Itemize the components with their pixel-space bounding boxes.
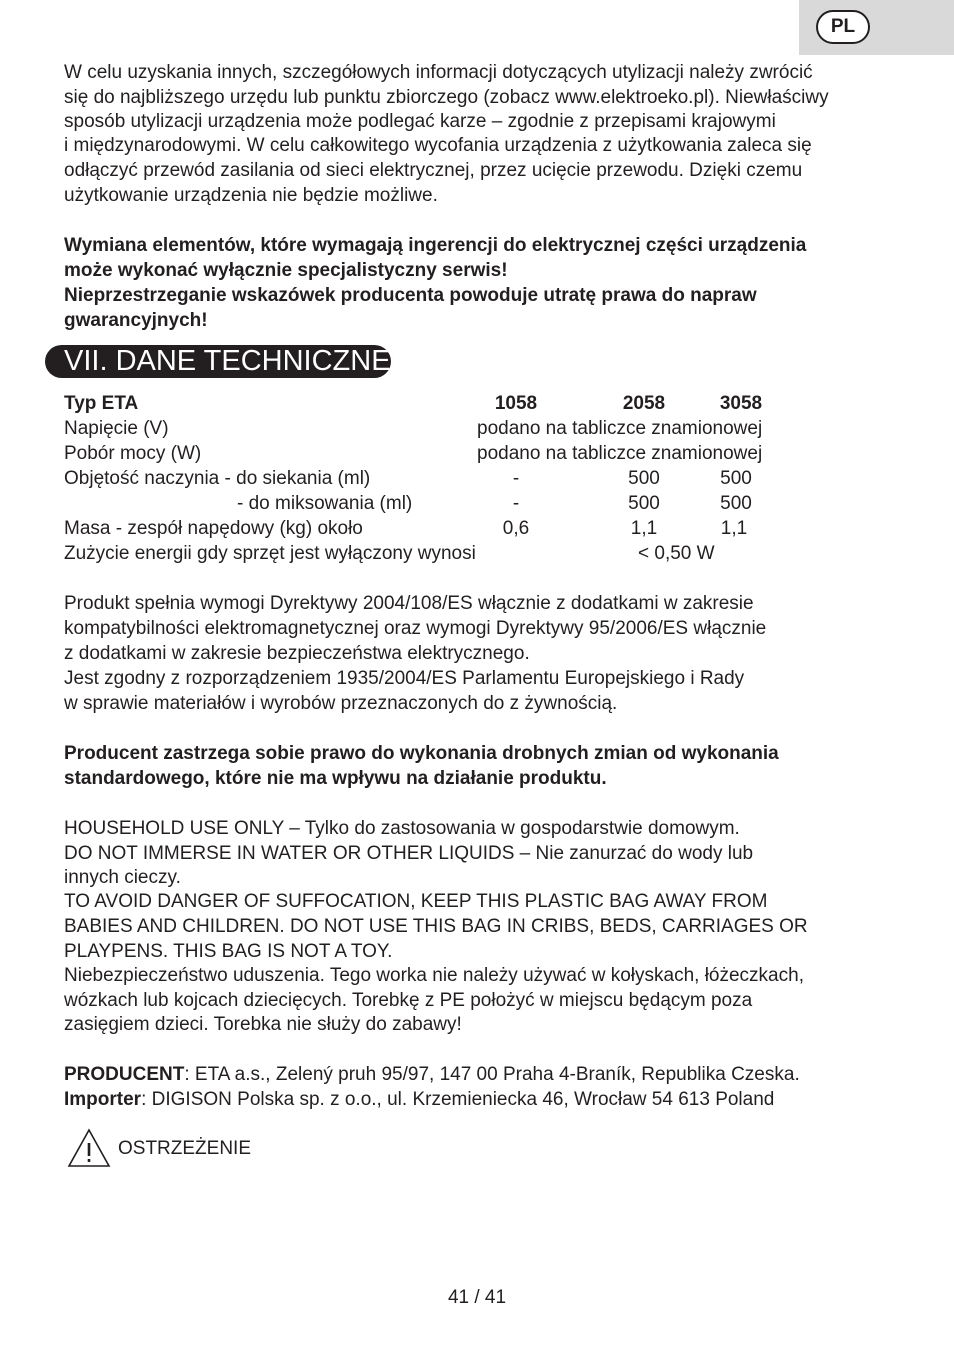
voltage-value: podano na tabliczce znamionowej (477, 418, 763, 439)
text-line: Produkt spełnia wymogi Dyrektywy 2004/108/ES włącznie z dodatkami w zakresie (64, 593, 754, 614)
language-badge: PL (816, 10, 870, 44)
warning-triangle-icon (67, 1128, 111, 1168)
text-line: się do najbliższego urzędu lub punktu zbiorczego (zobacz www.elektroeko.pl). Niewłaściwy (64, 87, 829, 108)
importer-label: Importer (64, 1089, 142, 1110)
text-line: sposób utylizacji urządzenia może podlegać karze – zgodnie z przepisami krajowymi (64, 111, 776, 132)
text-line: wózkach lub kojcach dziecięcych. Torebkę z PE położyć w miejscu będącym poza (64, 990, 753, 1011)
weight-3058: 1,1 (720, 518, 748, 539)
producer-text: : ETA a.s., Zelený pruh 95/97, 147 00 Praha 4-Braník, Republika Czeska. (184, 1064, 800, 1085)
standby-value: < 0,50 W (638, 543, 715, 564)
volume-mix-3058: 500 (720, 493, 752, 514)
text-line: DO NOT IMMERSE IN WATER OR OTHER LIQUIDS – Nie zanurzać do wody lub (64, 843, 754, 864)
text-line: innych cieczy. (64, 867, 181, 888)
text-line: użytkowanie urządzenia nie będzie możliwe. (64, 185, 438, 206)
text-line: w sprawie materiałów i wyrobów przeznaczonych do z żywnością. (64, 693, 618, 714)
text-line: zasięgiem dzieci. Torebka nie służy do zabawy! (64, 1014, 462, 1035)
producer-label: PRODUCENT (64, 1064, 185, 1085)
model-3058: 3058 (719, 393, 763, 414)
warning-label: OSTRZEŻENIE (118, 1138, 252, 1159)
text-line: PLAYPENS. THIS BAG IS NOT A TOY. (64, 941, 393, 962)
text-line: TO AVOID DANGER OF SUFFOCATION, KEEP THIS PLASTIC BAG AWAY FROM (64, 891, 768, 912)
importer-text: : DIGISON Polska sp. z o.o., ul. Krzemieniecka 46, Wrocław 54 613 Poland (141, 1089, 775, 1110)
spec-header-label: Typ ETA (64, 393, 139, 414)
text-line: gwarancyjnych! (64, 310, 208, 331)
text-line: Niebezpieczeństwo uduszenia. Tego worka nie należy używać w kołyskach, łóżeczkach, (64, 965, 804, 986)
voltage-label: Napięcie (V) (64, 418, 169, 439)
text-line: odłączyć przewód zasilania od sieci elektrycznej, przez ucięcie przewodu. Dzięki czemu (64, 160, 803, 181)
text-line: z dodatkami w zakresie bezpieczeństwa elektrycznego. (64, 643, 530, 664)
language-tab (799, 0, 954, 55)
volume-boil-1058: - (512, 468, 520, 489)
text-line: Jest zgodny z rozporządzeniem 1935/2004/ES Parlamentu Europejskiego i Rady (64, 668, 745, 689)
text-line: HOUSEHOLD USE ONLY – Tylko do zastosowania w gospodarstwie domowym. (64, 818, 740, 839)
standby-label: Zużycie energii gdy sprzęt jest wyłączony wynosi (64, 543, 476, 564)
text-line: kompatybilności elektromagnetycznej oraz wymogi Dyrektywy 95/2006/ES włącznie (64, 618, 767, 639)
text-line: może wykonać wyłącznie specjalistyczny serwis! (64, 260, 508, 281)
volume-boil-label: Objętość naczynia - do siekania (ml) (64, 468, 371, 489)
weight-label: Masa - zespół napędowy (kg) około (64, 518, 363, 539)
section-title: VII. DANE TECHNICZNE (45, 345, 391, 378)
text-line: BABIES AND CHILDREN. DO NOT USE THIS BAG IN CRIBS, BEDS, CARRIAGES OR (64, 916, 808, 937)
volume-mix-label: - do miksowania (ml) (237, 493, 413, 514)
weight-2058: 1,1 (630, 518, 658, 539)
volume-boil-2058: 500 (628, 468, 660, 489)
power-label: Pobór mocy (W) (64, 443, 202, 464)
text-line: standardowego, które nie ma wpływu na działanie produktu. (64, 768, 607, 789)
producer-line (64, 1062, 800, 1087)
volume-mix-1058: - (512, 493, 520, 514)
importer-line (64, 1087, 774, 1112)
page-number: 41 / 41 (447, 1287, 507, 1308)
model-1058: 1058 (494, 393, 538, 414)
volume-mix-2058: 500 (628, 493, 660, 514)
power-value: podano na tabliczce znamionowej (477, 443, 763, 464)
weight-1058: 0,6 (502, 518, 530, 539)
model-2058: 2058 (622, 393, 666, 414)
text-line: W celu uzyskania innych, szczegółowych informacji dotyczących utylizacji należy zwrócić (64, 62, 813, 83)
text-line: i międzynarodowymi. W celu całkowitego wycofania urządzenia z użytkowania zaleca się (64, 135, 812, 156)
volume-boil-3058: 500 (720, 468, 752, 489)
text-line: Producent zastrzega sobie prawo do wykonania drobnych zmian od wykonania (64, 743, 779, 764)
text-line: Wymiana elementów, które wymagają ingerencji do elektrycznej części urządzenia (64, 235, 807, 256)
text-line: Nieprzestrzeganie wskazówek producenta powoduje utratę prawa do napraw (64, 285, 757, 306)
